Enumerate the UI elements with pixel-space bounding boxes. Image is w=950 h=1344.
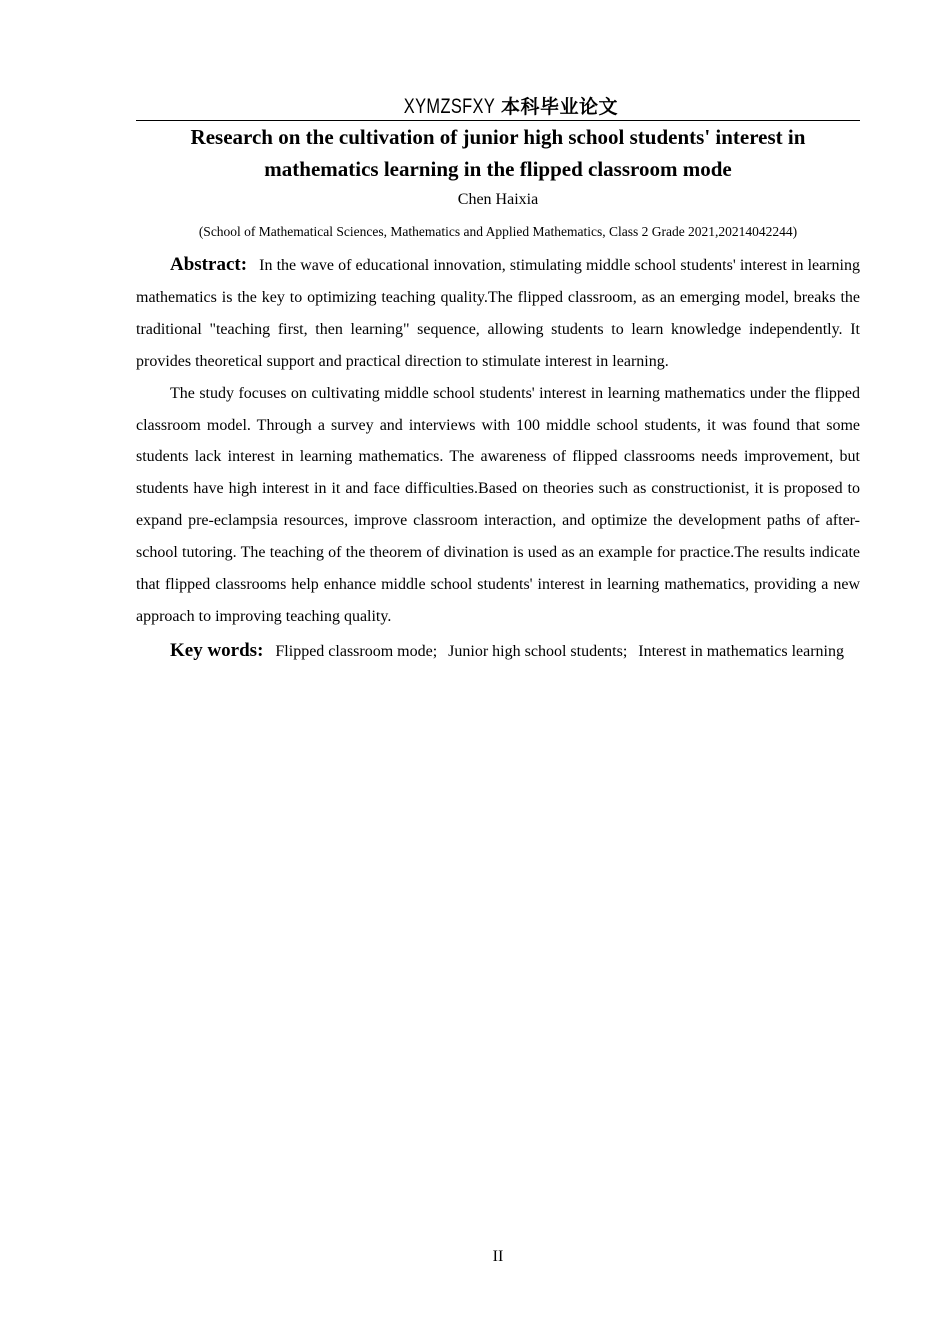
abstract-paragraph-1	[136, 249, 860, 378]
keyword-item: Flipped classroom mode;	[275, 642, 438, 660]
keyword-item: Junior high school students;	[448, 642, 628, 660]
title-line-1: Research on the cultivation of junior high school students' interest in	[190, 125, 806, 149]
abstract-text-1: In the wave of educational innovation, stimulating middle school students' interest in learning mathematics is the key to optimizing teaching quality.The flipped classroom, as an emerging model, breaks the traditional "teaching first, then learning" sequence, allowing students to learn knowledge independently. It provides theoretical support and practical direction to stimulate interest in learning.	[136, 257, 861, 370]
header-institution-code: XYMZSFXY	[403, 95, 496, 118]
header-thesis-label: 本科毕业论文	[500, 96, 618, 118]
author-affiliation: (School of Mathematical Sciences, Mathematics and Applied Mathematics, Class 2 Grade 2021,20214042244)	[198, 224, 798, 239]
author-name: Chen Haixia	[457, 191, 539, 208]
abstract-paragraph-2	[136, 378, 860, 633]
paper-title	[136, 121, 860, 185]
abstract-label: Abstract:	[170, 254, 248, 275]
keyword-item: Interest in mathematics learning	[638, 642, 844, 660]
abstract-text-2: The study focuses on cultivating middle school students' interest in learning mathematics under the flipped classroom model. Through a survey and interviews with 100 middle school students, it was found that some students lack interest in learning mathematics. The awareness of flipped classrooms needs improvement, but students have high interest in it and face difficulties.Based on theories such as constructionist, it is proposed to expand pre-eclampsia resources, improve classroom interaction, and optimize the development paths of after-school tutoring. The teaching of the theorem of divination is used as an example for practice.The results indicate that flipped classrooms help enhance middle school students' interest in learning mathematics, providing a new approach to improving teaching quality.	[136, 384, 860, 625]
page-number: II	[492, 1248, 504, 1265]
keywords-label: Key words:	[170, 639, 264, 661]
running-header	[136, 92, 860, 121]
title-line-2: mathematics learning in the flipped classroom mode	[264, 157, 732, 181]
keywords-paragraph	[136, 635, 860, 668]
abstract-section	[136, 249, 860, 668]
